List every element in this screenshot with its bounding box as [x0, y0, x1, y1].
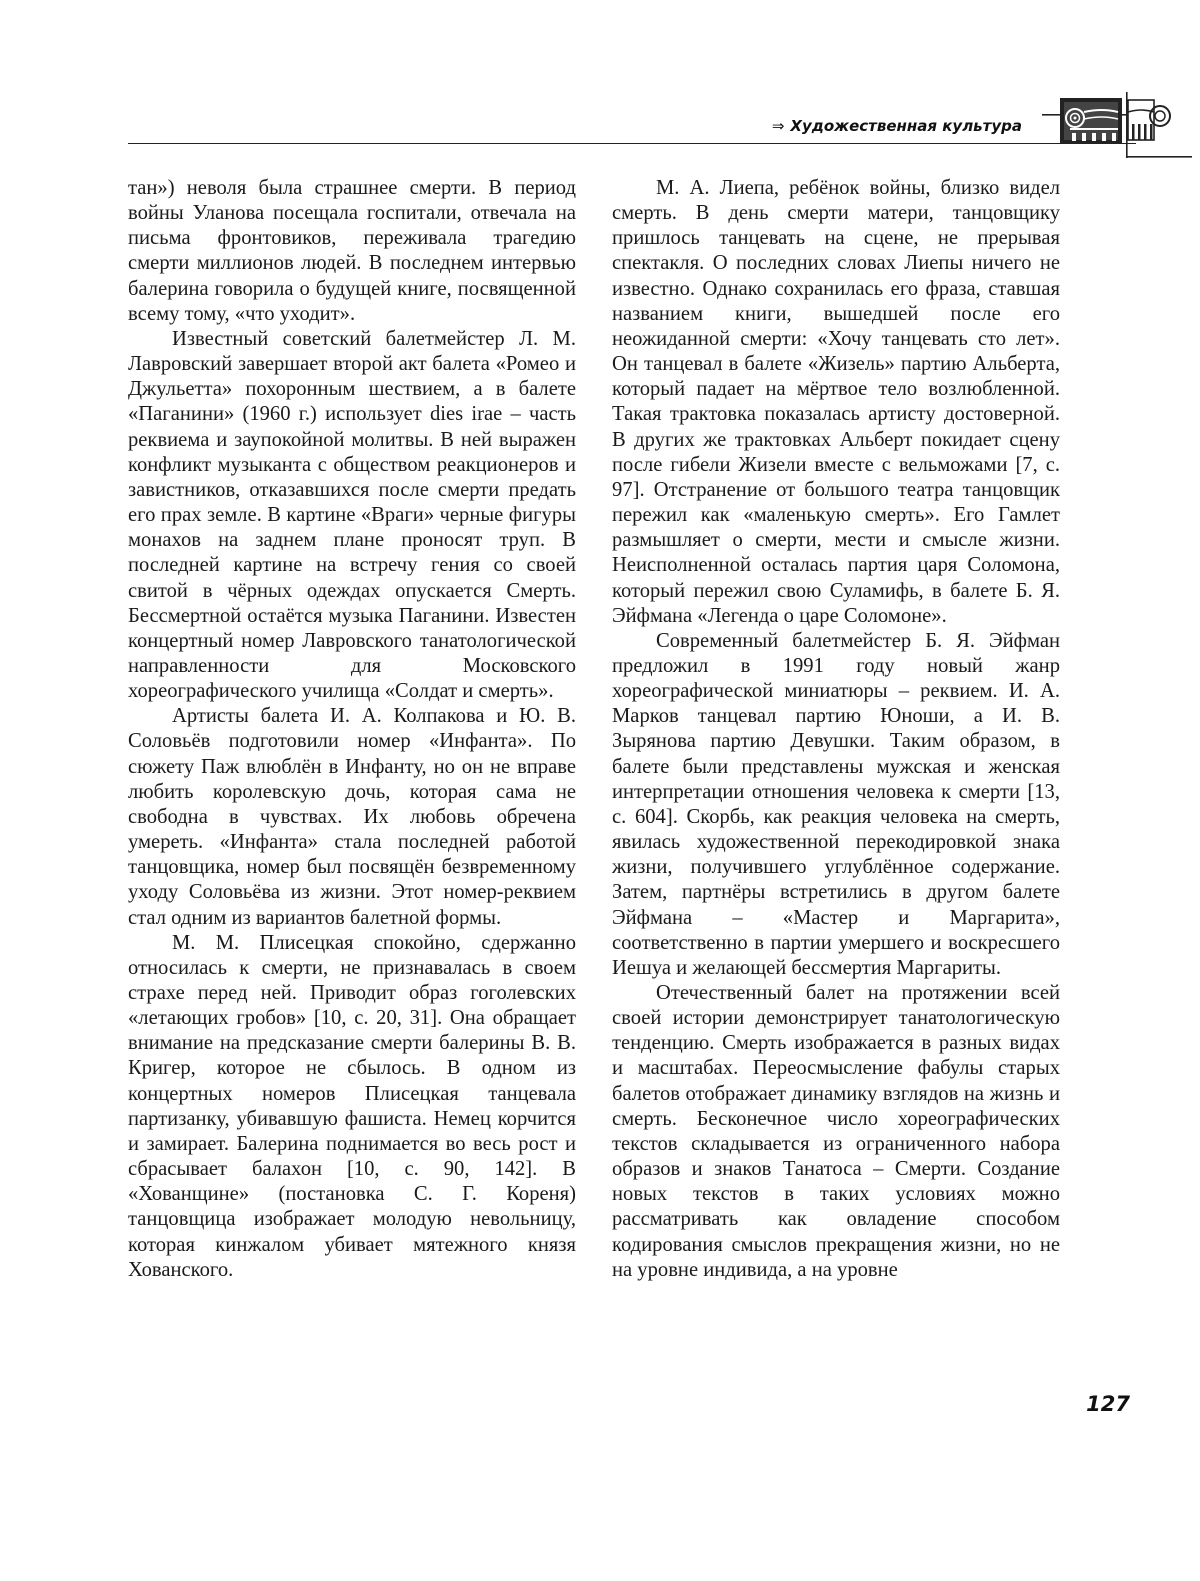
paragraph: М. А. Лиепа, ребёнок войны, близко видел смерть. В день смерти матери, танцовщику пришлось танцевать на сцене, не прерывая спектакля. О последних словах Лиепы ничего не известно. Однако сохранилась его фраза, ставшая названием книги, вышедшей после его неожиданной смерти: «Хочу танцевать сто лет». Он танцевал в балете «Жизель» партию Альберта, который падает на мёртвое тело возлюбленной. Такая трактовка показалась артисту достоверной. В других же трактовках Альберт покидает сцену после гибели Жизели вместе с вельможами [7, с. 97]. Отстранение от большого театра танцовщик пережил как «маленькую смерть». Его Гамлет размышляет о смерти, мести и смысле жизни. Неисполненной осталась партия царя Соломона, который пережил свою Суламифь, в балете Б. Я. Эйфмана «Легенда о царе Соломоне». — [612, 177, 1060, 627]
paragraph: Отечественный балет на протяжении всей своей истории демонстрирует танатологическую тенденцию. Смерть изображается в разных видах и масштабах. Переосмысление фабулы старых балетов отображает динамику взглядов на жизнь и смерть. Бесконечное число хореографических текстов складывается из ограниченного набора образов и знаков Танатоса – Смерти. Создание новых текстов в таких условиях можно рассматривать как овладение способом кодирования смыслов прекращения жизни, но не на уровне индивида, а на уровне — [612, 982, 1060, 1281]
paragraph: М. М. Плисецкая спокойно, сдержанно относилась к смерти, не признавалась в своем страхе перед ней. Приводит образ гоголевских «летающих гробов» [10, с. 20, 31]. Она обращает внимание на предсказание смерти балерины В. В. Кригер, которое не сбылось. В одном из концертных номеров Плисецкая танцевала партизанку, убивавшую фашиста. Немец корчится и замирает. Балерина поднимается во весь рост и сбрасывает балахон [10, с. 90, 142]. В «Хованщине» (постановка С. Г. Кореня) танцовщица изображает молодую невольницу, которая кинжалом убивает мятежного князя Хованского. — [128, 931, 576, 1281]
paragraph: Современный балетмейстер Б. Я. Эйфман предложил в 1991 году новый жанр хореографической миниатюры – реквием. И. А. Марков танцевал партию Юноши, а И. В. Зырянова партию Девушки. Таким образом, в балете были представлены мужская и женская интерпретации отношения человека к смерти [13, с. 604]. Скорбь, как реакция человека на смерть, явилась художественной перекодировкой знака жизни, получившего углублённое содержание. Затем, партнёры встретились в другом балете Эйфмана – «Мастер и Маргарита», соответственно в партии умершего и воскресшего Иешуа и желающей бессмертия Маргариты. — [612, 629, 1060, 979]
paragraph: Артисты балета И. А. Колпакова и Ю. В. Соловьёв подготовили номер «Инфанта». По сюжету Паж влюблён в Инфанту, но он не вправе любить королевскую дочь, которая сама не свободна в чувствах. Их любовь обречена умереть. «Инфанта» стала последней работой танцовщика, номер был посвящён безвременному уходу Соловьёва из жизни. Этот номер-реквием стал одним из вариантов балетной формы. — [128, 705, 576, 929]
text-column-left — [128, 176, 576, 1283]
running-header — [772, 117, 1022, 135]
header-rule — [128, 143, 1136, 144]
ionic-column-capital-icon — [1042, 92, 1192, 158]
section-title: Художественная культура — [790, 117, 1022, 135]
double-arrow-icon: ⇒ — [771, 117, 785, 135]
paragraph: тан») неволя была страшнее смерти. В период войны Уланова посещала госпитали, отвечала на письма фронтовиков, переживала трагедию смерти миллионов людей. В последнем интервью балерина говорила о будущей книге, посвященной всему тому, «что уходит». — [128, 177, 576, 325]
page-number: 127 — [1086, 1392, 1130, 1416]
paragraph: Известный советский балетмейстер Л. М. Лавровский завершает второй акт балета «Ромео и Джульетта» похоронным шествием, а в балете «Паганини» (1960 г.) использует dies irae – часть реквиема и заупокойной молитвы. В ней выражен конфликт музыканта с обществом реакционеров и завистников, отказавшихся после смерти предать его прах земле. В картине «Враги» черные фигуры монахов на заднем плане проносят труп. В последней картине на встречу гения со своей свитой в чёрных одеждах опускается Смерть. Бессмертной остаётся музыка Паганини. Известен концертный номер Лавровского танатологической направленности для Московского хореографического училища «Солдат и смерть». — [128, 327, 576, 703]
text-column-right — [612, 176, 1060, 1283]
